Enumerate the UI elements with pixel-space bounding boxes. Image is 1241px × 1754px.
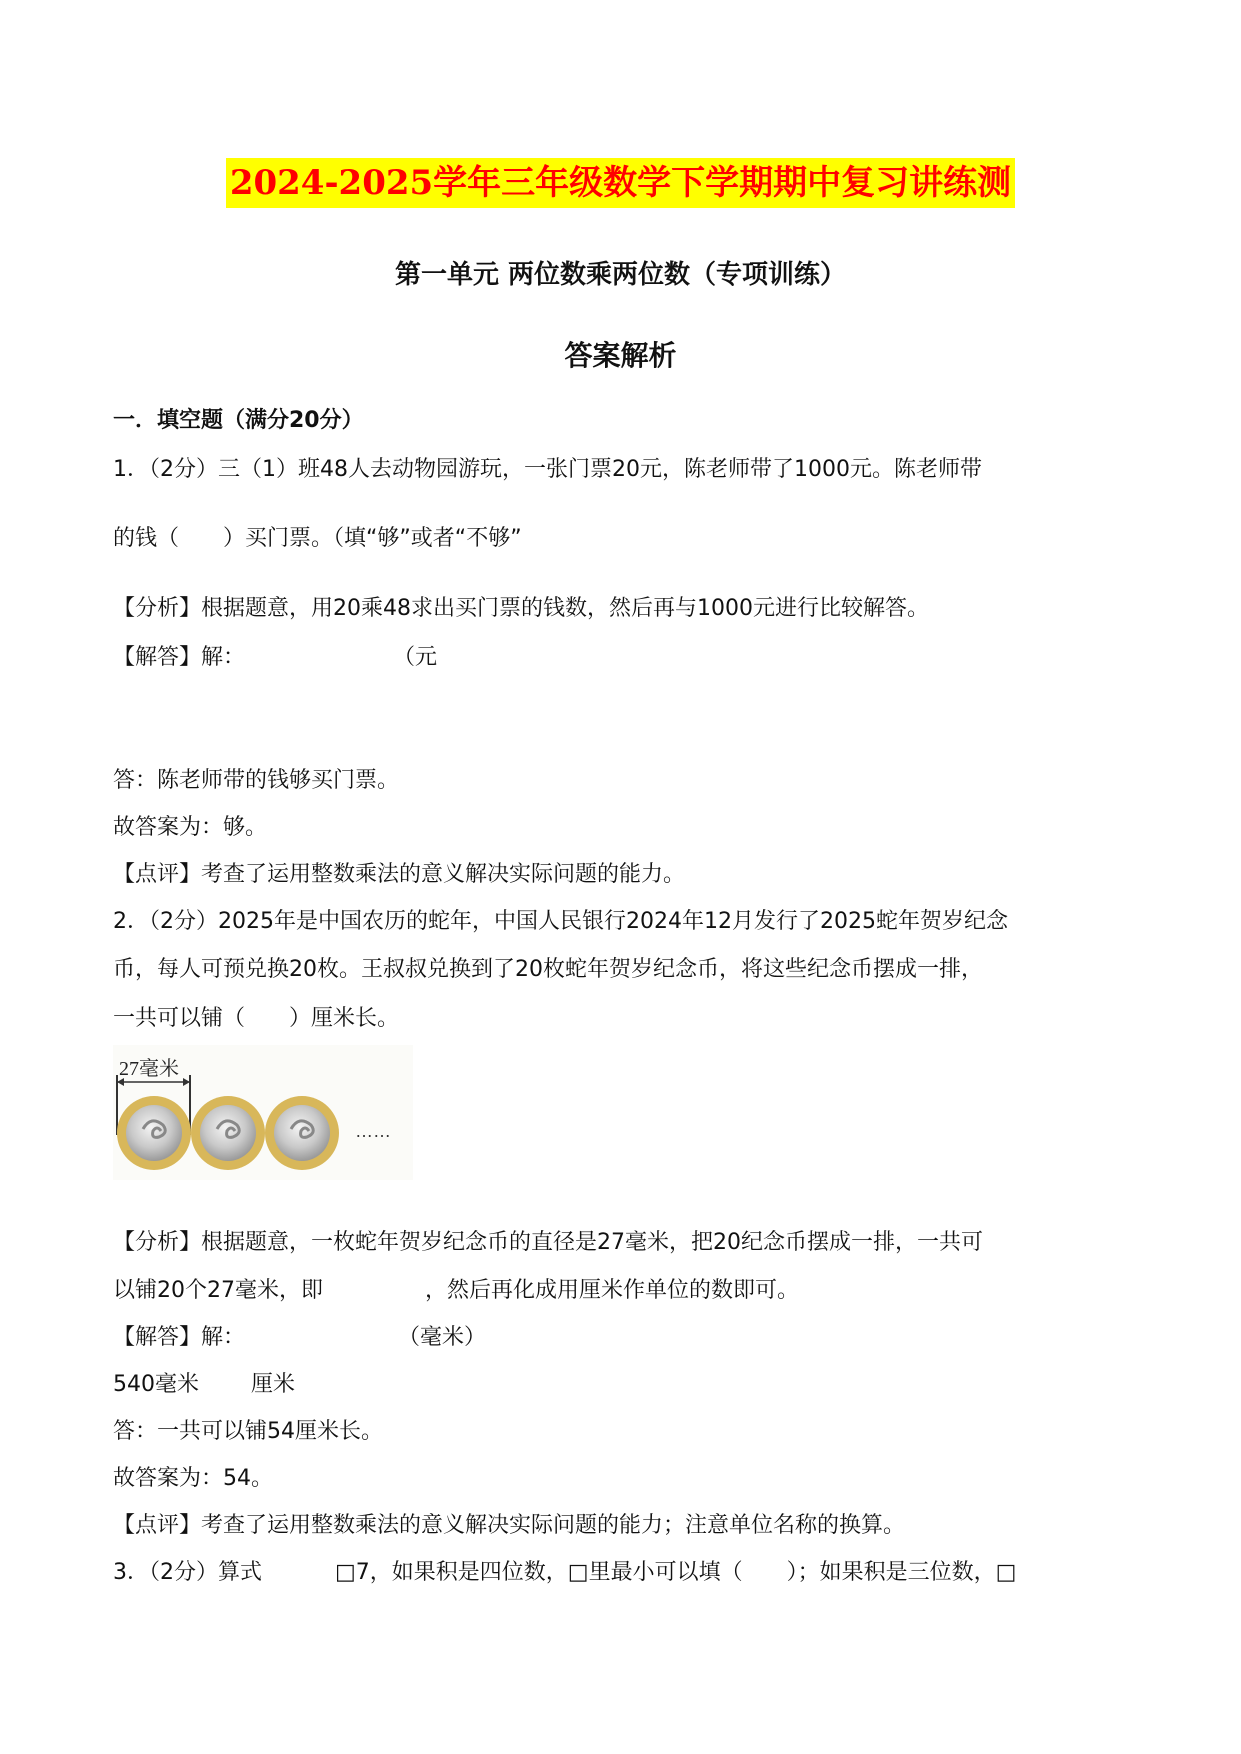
section-title: 一．填空题（满分20分） <box>113 408 364 433</box>
q2-final: 故答案为：54。 <box>113 1466 273 1491</box>
answer-heading: 答案解析 <box>564 339 677 372</box>
q1-answer: 答：陈老师带的钱够买门票。 <box>113 768 400 793</box>
coin-1 <box>117 1096 191 1170</box>
continuation-dots: …… <box>355 1121 391 1141</box>
q2-answer: 答：一共可以铺54厘米长。 <box>113 1419 383 1444</box>
q1-solution-unit: （元 <box>393 645 438 670</box>
q2-line3: 一共可以铺（ ）厘米长。 <box>113 1006 400 1031</box>
q2-line2: 币，每人可预兑换20枚。王叔叔兑换到了20枚蛇年贺岁纪念币，将这些纪念币摆成一排， <box>113 957 983 982</box>
q2-analysis2-a: 以铺20个27毫米，即 <box>113 1278 323 1303</box>
q2-comment: 【点评】考查了运用整数乘法的意义解决实际问题的能力；注意单位名称的换算。 <box>113 1513 906 1538</box>
q1-solution-prefix: 【解答】解： <box>113 645 246 670</box>
q1-line1: 1．（2分）三（1）班48人去动物园游玩，一张门票20元，陈老师带了1000元。陈老师带 <box>113 457 982 482</box>
q2-analysis1: 【分析】根据题意，一枚蛇年贺岁纪念币的直径是27毫米，把20纪念币摆成一排，一共可 <box>113 1230 983 1255</box>
q3-line1-b: □7，如果积是四位数，□里最小可以填（ ）；如果积是三位数，□ <box>335 1560 1017 1585</box>
q2-analysis2-b: ，然后再化成用厘米作单位的数即可。 <box>425 1278 800 1303</box>
q2-convert-b: 厘米 <box>251 1372 296 1397</box>
document-title: 2024-2025学年三年级数学下学期期中复习讲练测 <box>226 158 1015 208</box>
title-wrap <box>0 158 1241 208</box>
q2-solution-unit: （毫米） <box>398 1325 487 1350</box>
diameter-label: 27毫米 <box>119 1058 179 1080</box>
q2-line1: 2．（2分）2025年是中国农历的蛇年，中国人民银行2024年12月发行了2025蛇年贺岁纪念 <box>113 909 1008 934</box>
coins-figure <box>113 1045 413 1180</box>
q2-solution-prefix: 【解答】解： <box>113 1325 246 1350</box>
coin-2 <box>191 1096 265 1170</box>
q1-final: 故答案为：够。 <box>113 815 268 840</box>
q1-comment: 【点评】考查了运用整数乘法的意义解决实际问题的能力。 <box>113 862 686 887</box>
coin-3 <box>265 1096 339 1170</box>
q3-line1-a: 3．（2分）算式 <box>113 1560 262 1585</box>
q2-convert-a: 540毫米 <box>113 1372 199 1397</box>
q1-analysis: 【分析】根据题意，用20乘48求出买门票的钱数，然后再与1000元进行比较解答。 <box>113 596 929 621</box>
unit-subtitle: 第一单元 两位数乘两位数（专项训练） <box>394 260 847 290</box>
q1-line2: 的钱（ ）买门票。（填“够”或者“不够” <box>113 526 522 551</box>
